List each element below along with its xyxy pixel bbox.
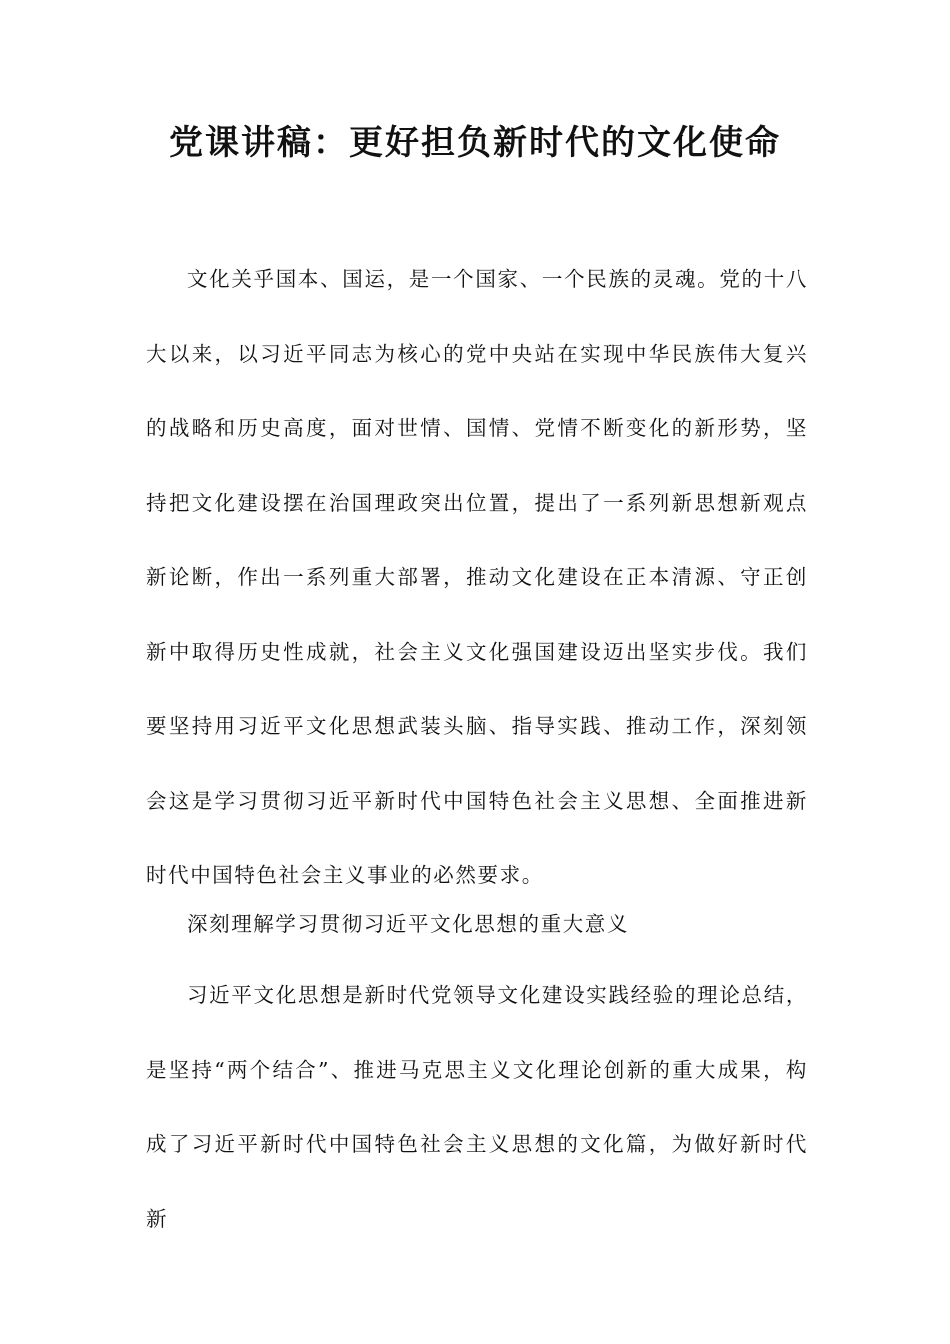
intro-paragraph: 文化关乎国本、国运，是一个国家、一个民族的灵魂。党的十八大以来，以习近平同志为核心的党中央站在实现中华民族伟大复兴的战略和历史高度，面对世情、国情、党情不断变化的新形势，坚持把文化建设摆在治国理政突出位置，提出了一系列新思想新观点新论断，作出一系列重大部署，推动文化建设在正本清源、守正创新中取得历史性成就，社会主义文化强国建设迈出坚实步伐。我们要坚持用习近平文化思想武装头脑、指导实践、推动工作，深刻领会这是学习贯彻习近平新时代中国特色社会主义思想、全面推进新时代中国特色社会主义事业的必然要求。 [146, 267, 808, 887]
section-heading: 深刻理解学习贯彻习近平文化思想的重大意义 [187, 912, 629, 936]
document-title: 党课讲稿：更好担负新时代的文化使命 [169, 123, 781, 163]
body-paragraph: 习近平文化思想是新时代党领导文化建设实践经验的理论总结，是坚持“两个结合”、推进马克思主义文化理论创新的重大成果，构成了习近平新时代中国特色社会主义思想的文化篇，为做好新时代新 [146, 983, 808, 1231]
